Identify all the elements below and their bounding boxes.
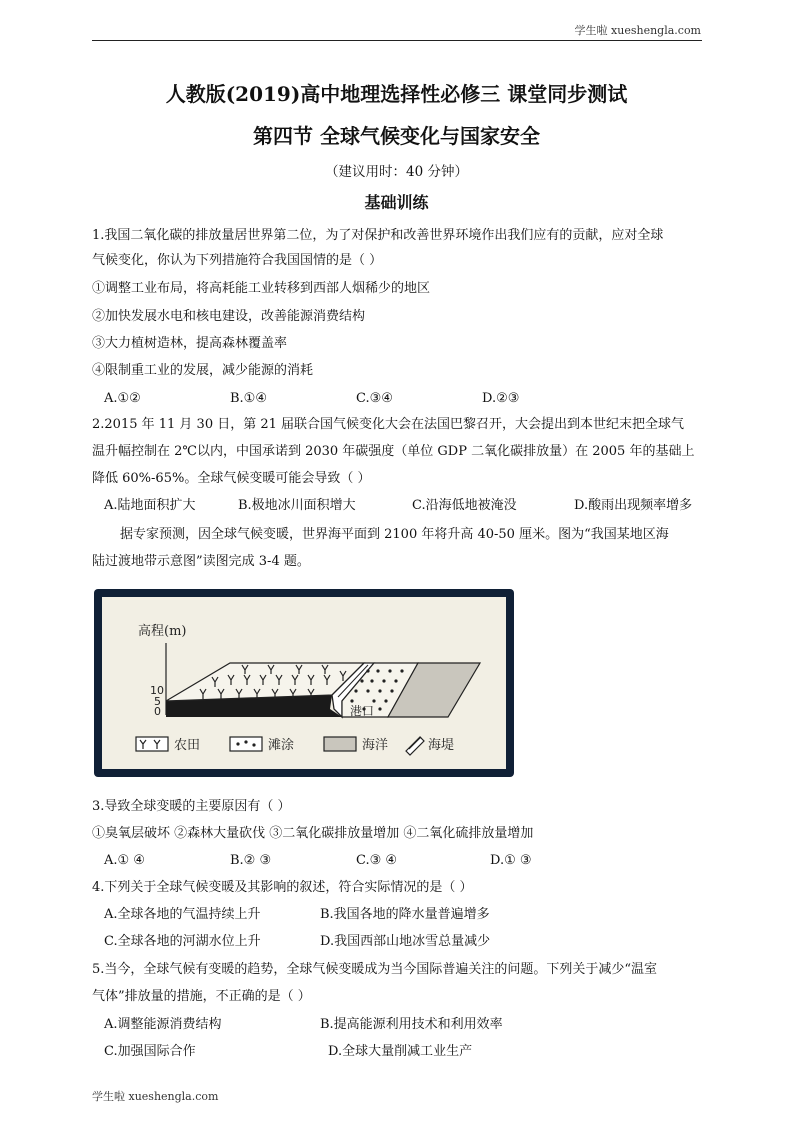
- q2-stem-line1: 2.2015 年 11 月 30 日，第 21 届联合国气候变化大会在法国巴黎召开，大会提出到本世纪末把全球气: [92, 417, 685, 432]
- intro-line1: 据专家预测，因全球气候变暖，世界海平面到 2100 年将升高 40-50 厘米。图为“我国某地区海: [120, 527, 669, 542]
- q5-option-a: A.调整能源消费结构: [104, 1017, 222, 1032]
- q4-option-a: A.全球各地的气温持续上升: [104, 907, 261, 922]
- q3-stem: 3.导致全球变暖的主要原因有（ ）: [92, 799, 291, 814]
- tick-10: 10: [150, 684, 164, 697]
- q2-option-a: A.陆地面积扩大: [104, 498, 196, 513]
- q1-option-b: B.①④: [230, 391, 267, 406]
- legend-ocean-swatch: [324, 737, 356, 751]
- q5-option-b: B.提高能源利用技术和利用效率: [320, 1017, 503, 1032]
- q3-statements: ①臭氧层破坏 ②森林大量砍伐 ③二氧化碳排放量增加 ④二氧化硫排放量增加: [92, 826, 534, 841]
- coastal-transition-diagram: [102, 597, 506, 769]
- legend-tidal-flat-swatch: [230, 737, 262, 751]
- legend-seawall-swatch: [406, 737, 424, 755]
- q1-statement-1: ①调整工业布局，将高耗能工业转移到西部人烟稀少的地区: [92, 281, 431, 296]
- part-title: 基础训练: [364, 193, 429, 212]
- intro-line2: 陆过渡地带示意图”读图完成 3-4 题。: [92, 554, 310, 569]
- q5-option-d: D.全球大量削减工业生产: [328, 1044, 473, 1059]
- q4-stem: 4.下列关于全球气候变暖及其影响的叙述，符合实际情况的是（ ）: [92, 880, 473, 895]
- q5-option-c: C.加强国际合作: [104, 1044, 196, 1059]
- q2-stem-line2: 温升幅控制在 2℃以内，中国承诺到 2030 年碳强度（单位 GDP 二氧化碳排放量）在 2005 年的基础上: [92, 444, 695, 459]
- q3-option-d: D.① ③: [490, 853, 532, 868]
- header-site: 学生啦 xueshengla.com: [574, 24, 701, 37]
- q2-option-b: B.极地冰川面积增大: [238, 498, 356, 513]
- q2-option-c: C.沿海低地被淹没: [412, 498, 517, 513]
- q4-option-d: D.我国西部山地冰雪总量减少: [320, 934, 491, 949]
- legend: [136, 737, 454, 755]
- legend-ocean-label: 海洋: [362, 738, 389, 753]
- q1-option-d: D.②③: [482, 391, 520, 406]
- legend-seawall-label: 海堤: [428, 738, 455, 753]
- legend-tidal-flat-label: 滩涂: [268, 738, 295, 753]
- footer-site: 学生啦 xueshengla.com: [92, 1090, 219, 1103]
- y-axis-label: 高程(m): [138, 624, 187, 639]
- q4-option-b: B.我国各地的降水量普遍增多: [320, 907, 490, 922]
- q2-stem-line3: 降低 60%-65%。全球气候变暖可能会导致（ ）: [92, 471, 371, 486]
- q1-statement-2: ②加快发展水电和核电建设，改善能源消费结构: [92, 309, 366, 324]
- q5-stem-line1: 5.当今，全球气候有变暖的趋势，全球气候变暖成为当今国际普遍关注的问题。下列关于减少“温室: [92, 962, 658, 977]
- legend-farmland-swatch: [136, 737, 168, 751]
- q1-option-a: A.①②: [104, 391, 141, 406]
- q3-option-a: A.① ④: [104, 853, 145, 868]
- tick-0: 0: [154, 705, 161, 718]
- coastal-transition-figure: [94, 589, 514, 777]
- port-label: 港口: [350, 704, 375, 718]
- q4-option-c: C.全球各地的河湖水位上升: [104, 934, 261, 949]
- q1-stem-line1: 1.我国二氧化碳的排放量居世界第二位，为了对保护和改善世界环境作出我们应有的贡献，应对全球: [92, 228, 664, 243]
- q1-option-c: C.③④: [356, 391, 393, 406]
- tick-5: 5: [154, 695, 161, 708]
- q5-stem-line2: 气体”排放量的措施，不正确的是（ ）: [92, 989, 311, 1004]
- q2-option-d: D.酸雨出现频率增多: [574, 498, 693, 513]
- suggested-time: （建议用时：40 分钟）: [325, 164, 468, 180]
- q1-stem-line2: 气候变化，你认为下列措施符合我国国情的是（ ）: [92, 253, 383, 268]
- q3-option-b: B.② ③: [230, 853, 272, 868]
- q1-statement-3: ③大力植树造林，提高森林覆盖率: [92, 336, 288, 351]
- q3-option-c: C.③ ④: [356, 853, 398, 868]
- document-title: 人教版(2019)高中地理选择性必修三 课堂同步测试: [165, 82, 628, 106]
- q1-statement-4: ④限制重工业的发展，减少能源的消耗: [92, 363, 314, 378]
- legend-farmland-label: 农田: [174, 738, 201, 753]
- header-divider: [92, 40, 702, 41]
- section-title: 第四节 全球气候变化与国家安全: [253, 124, 540, 148]
